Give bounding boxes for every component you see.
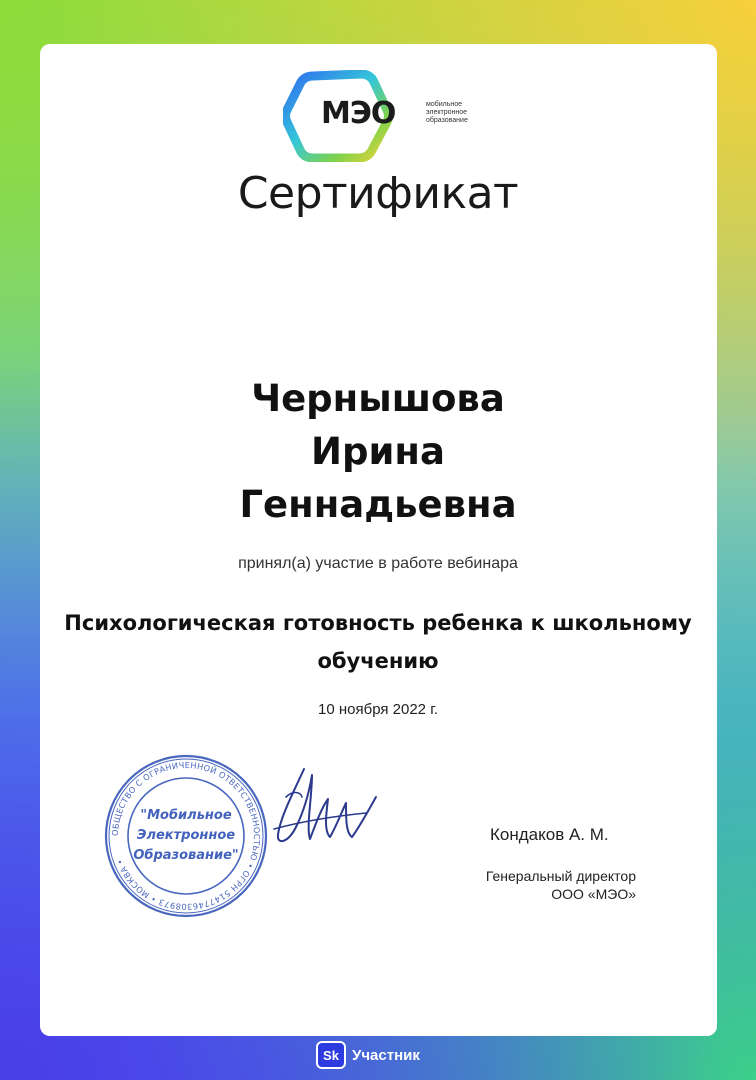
recipient-patronymic: Геннадьевна (239, 483, 517, 526)
stamp-inner-line: Электронное (136, 828, 236, 843)
skolkovo-participant-mark (316, 1041, 420, 1069)
webinar-title: Психологическая готовность ребенка к школьному обучению (64, 611, 692, 673)
stamp-outer-text: ОБЩЕСТВО С ОГРАНИЧЕННОЙ ОТВЕТСТВЕННОСТЬЮ • ОГРН 5147746308973 • МОСКВА • (109, 759, 263, 913)
director-position (420, 867, 636, 903)
director-company-line: ООО «МЭО» (551, 886, 636, 902)
director-name: Кондаков А. М. (490, 825, 609, 844)
certificate-title: Сертификат (237, 168, 519, 219)
logo-wordmark: МЭО (321, 96, 396, 131)
event-date: 10 ноября 2022 г. (318, 701, 438, 718)
company-stamp-icon (103, 753, 269, 919)
logo-subtitle (426, 101, 486, 125)
logo-subtitle-line: электронное (426, 109, 468, 116)
participation-text: принял(а) участие в работе вебинара (238, 555, 518, 572)
logo-subtitle-line: образование (426, 117, 468, 124)
participant-label: Участник (352, 1046, 420, 1064)
logo-subtitle-line: мобильное (426, 101, 463, 108)
recipient-first-name: Ирина (311, 430, 445, 473)
director-position-line: Генеральный директор (485, 868, 636, 884)
director-signature (266, 757, 386, 857)
recipient-surname: Чернышова (251, 377, 505, 420)
stamp-inner-line: "Мобильное (140, 808, 232, 823)
stamp-inner-line: Образование" (133, 848, 239, 863)
meo-logo (283, 70, 483, 162)
recipient-name (0, 372, 756, 531)
skolkovo-logo-icon: Sk (316, 1041, 346, 1069)
